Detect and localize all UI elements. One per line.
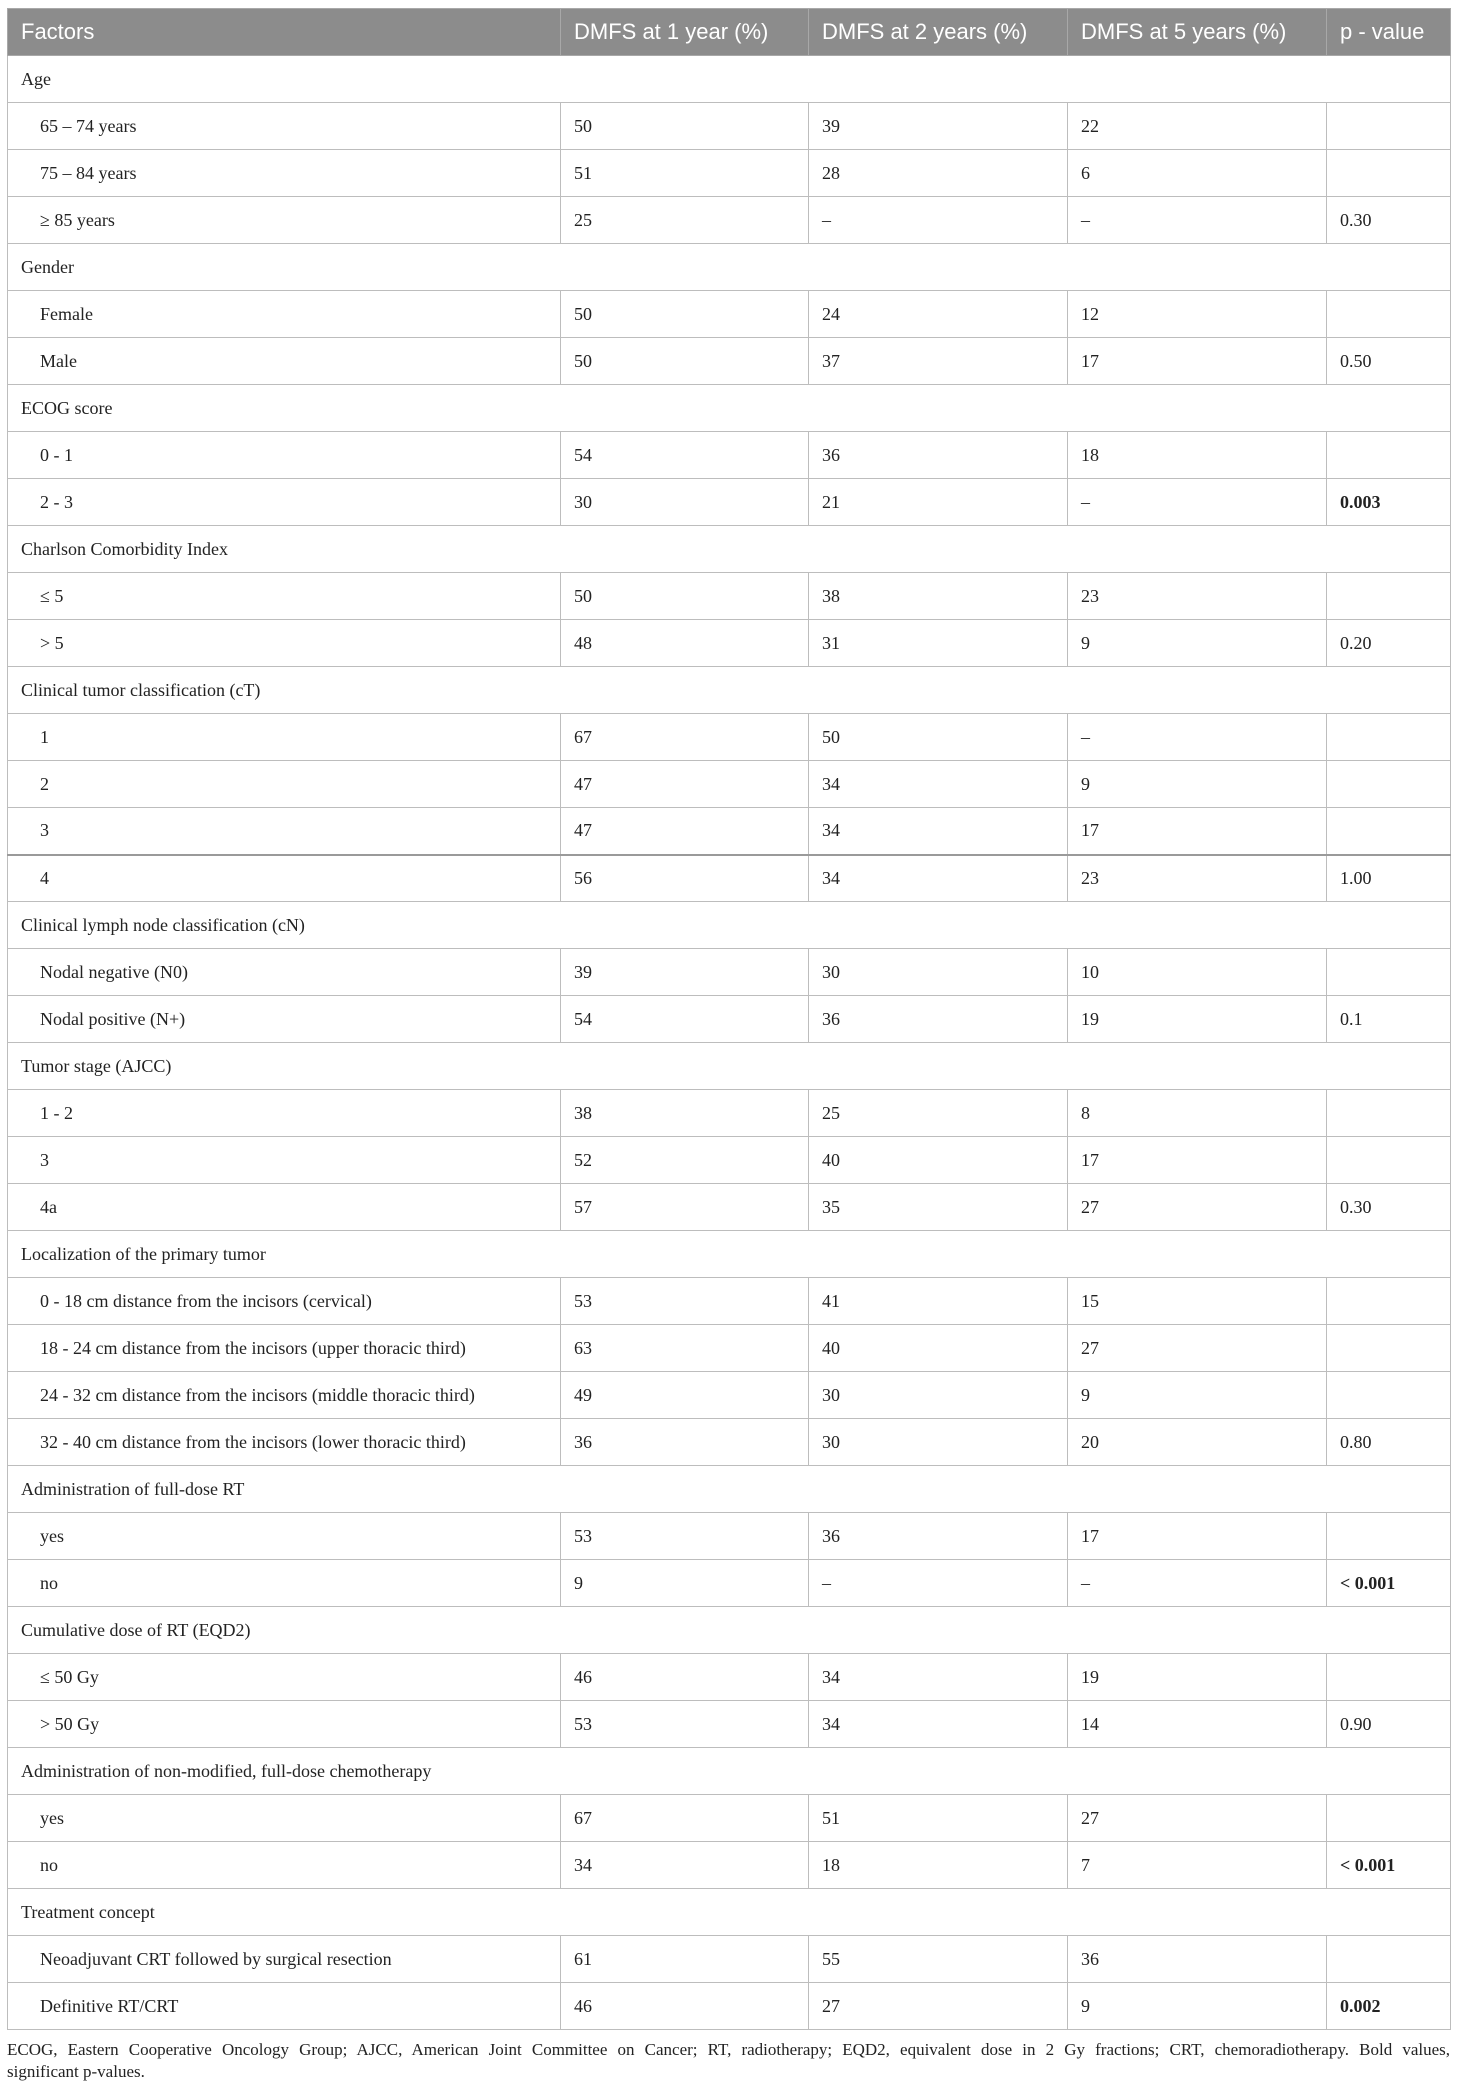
category-label: Gender xyxy=(8,244,1451,291)
table-row xyxy=(8,1795,1451,1842)
dmfs-5-years-cell: 14 xyxy=(1068,1701,1327,1748)
category-label: Cumulative dose of RT (EQD2) xyxy=(8,1607,1451,1654)
dmfs-2-years-cell: 40 xyxy=(809,1325,1068,1372)
p-value-cell: 0.30 xyxy=(1327,197,1451,244)
p-value-cell: 0.1 xyxy=(1327,996,1451,1043)
p-value-cell: 0.20 xyxy=(1327,620,1451,667)
factor-cell: Nodal negative (N0) xyxy=(8,949,561,996)
category-label: Charlson Comorbidity Index xyxy=(8,526,1451,573)
dmfs-5-years-cell: – xyxy=(1068,479,1327,526)
dmfs-1-year-cell: 57 xyxy=(561,1184,809,1231)
p-value-cell xyxy=(1327,1372,1451,1419)
table-row xyxy=(8,1560,1451,1607)
p-value-cell: 0.90 xyxy=(1327,1701,1451,1748)
factor-cell: 1 - 2 xyxy=(8,1090,561,1137)
dmfs-1-year-cell: 56 xyxy=(561,855,809,902)
table-row xyxy=(8,1983,1451,2030)
dmfs-2-years-cell: 25 xyxy=(809,1090,1068,1137)
dmfs-2-years-cell: 51 xyxy=(809,1795,1068,1842)
dmfs-2-years-cell: 36 xyxy=(809,432,1068,479)
dmfs-5-years-cell: 17 xyxy=(1068,1137,1327,1184)
factor-cell: 0 - 1 xyxy=(8,432,561,479)
dmfs-5-years-cell: – xyxy=(1068,197,1327,244)
category-label: Tumor stage (AJCC) xyxy=(8,1043,1451,1090)
dmfs-2-years-cell: 55 xyxy=(809,1936,1068,1983)
factor-cell: 3 xyxy=(8,808,561,855)
table-category-row xyxy=(8,902,1451,949)
dmfs-5-years-cell: 19 xyxy=(1068,996,1327,1043)
dmfs-1-year-cell: 46 xyxy=(561,1654,809,1701)
p-value-cell: 0.003 xyxy=(1327,479,1451,526)
table-category-row xyxy=(8,1466,1451,1513)
factor-cell: 4 xyxy=(8,855,561,902)
table-row xyxy=(8,150,1451,197)
dmfs-2-years-cell: 37 xyxy=(809,338,1068,385)
table-row xyxy=(8,1842,1451,1889)
dmfs-5-years-cell: 8 xyxy=(1068,1090,1327,1137)
dmfs-5-years-cell: 23 xyxy=(1068,573,1327,620)
p-value-cell xyxy=(1327,808,1451,855)
dmfs-1-year-cell: 36 xyxy=(561,1419,809,1466)
table-category-row xyxy=(8,1889,1451,1936)
dmfs-2-years-cell: 30 xyxy=(809,1419,1068,1466)
p-value-cell: 0.80 xyxy=(1327,1419,1451,1466)
dmfs-1-year-cell: 49 xyxy=(561,1372,809,1419)
table-row xyxy=(8,1325,1451,1372)
dmfs-1-year-cell: 51 xyxy=(561,150,809,197)
dmfs-5-years-cell: 9 xyxy=(1068,620,1327,667)
dmfs-2-years-cell: 36 xyxy=(809,996,1068,1043)
factor-cell: > 5 xyxy=(8,620,561,667)
dmfs-1-year-cell: 53 xyxy=(561,1278,809,1325)
factor-cell: 3 xyxy=(8,1137,561,1184)
category-label: Clinical lymph node classification (cN) xyxy=(8,902,1451,949)
p-value-cell xyxy=(1327,291,1451,338)
p-value-cell xyxy=(1327,1654,1451,1701)
dmfs-2-years-cell: 36 xyxy=(809,1513,1068,1560)
factor-cell: 2 xyxy=(8,761,561,808)
dmfs-5-years-cell: 27 xyxy=(1068,1325,1327,1372)
dmfs-5-years-cell: 9 xyxy=(1068,1983,1327,2030)
dmfs-2-years-cell: 34 xyxy=(809,761,1068,808)
category-label: Clinical tumor classification (cT) xyxy=(8,667,1451,714)
factor-cell: Nodal positive (N+) xyxy=(8,996,561,1043)
table-category-row xyxy=(8,1043,1451,1090)
dmfs-2-years-cell: 40 xyxy=(809,1137,1068,1184)
table-category-row xyxy=(8,1231,1451,1278)
dmfs-2-years-cell: 34 xyxy=(809,808,1068,855)
dmfs-1-year-cell: 30 xyxy=(561,479,809,526)
dmfs-1-year-cell: 53 xyxy=(561,1513,809,1560)
table-row xyxy=(8,1372,1451,1419)
table-row xyxy=(8,1278,1451,1325)
factor-cell: 0 - 18 cm distance from the incisors (cervical) xyxy=(8,1278,561,1325)
table-row xyxy=(8,291,1451,338)
category-label: Localization of the primary tumor xyxy=(8,1231,1451,1278)
table-body xyxy=(8,56,1451,2030)
factor-cell: ≥ 85 years xyxy=(8,197,561,244)
dmfs-2-years-cell: 34 xyxy=(809,855,1068,902)
factor-cell: Male xyxy=(8,338,561,385)
dmfs-5-years-cell: 36 xyxy=(1068,1936,1327,1983)
dmfs-5-years-cell: 27 xyxy=(1068,1795,1327,1842)
header-factors: Factors xyxy=(8,9,561,56)
dmfs-5-years-cell: 20 xyxy=(1068,1419,1327,1466)
dmfs-2-years-cell: 24 xyxy=(809,291,1068,338)
p-value-cell: < 0.001 xyxy=(1327,1560,1451,1607)
factor-cell: > 50 Gy xyxy=(8,1701,561,1748)
dmfs-2-years-cell: 39 xyxy=(809,103,1068,150)
category-label: Administration of full-dose RT xyxy=(8,1466,1451,1513)
dmfs-5-years-cell: 10 xyxy=(1068,949,1327,996)
category-label: Age xyxy=(8,56,1451,103)
table-row xyxy=(8,620,1451,667)
dmfs-5-years-cell: 23 xyxy=(1068,855,1327,902)
dmfs-1-year-cell: 50 xyxy=(561,291,809,338)
p-value-cell: 1.00 xyxy=(1327,855,1451,902)
table-row xyxy=(8,573,1451,620)
p-value-cell xyxy=(1327,1795,1451,1842)
category-label: ECOG score xyxy=(8,385,1451,432)
dmfs-5-years-cell: 15 xyxy=(1068,1278,1327,1325)
p-value-cell xyxy=(1327,1936,1451,1983)
dmfs-1-year-cell: 53 xyxy=(561,1701,809,1748)
dmfs-2-years-cell: 31 xyxy=(809,620,1068,667)
table-footnote xyxy=(7,2039,1450,2083)
table-row xyxy=(8,338,1451,385)
dmfs-1-year-cell: 67 xyxy=(561,1795,809,1842)
table-row xyxy=(8,949,1451,996)
table-row xyxy=(8,1184,1451,1231)
dmfs-1-year-cell: 61 xyxy=(561,1936,809,1983)
p-value-cell: 0.50 xyxy=(1327,338,1451,385)
dmfs-1-year-cell: 50 xyxy=(561,338,809,385)
factor-cell: no xyxy=(8,1842,561,1889)
p-value-cell: 0.002 xyxy=(1327,1983,1451,2030)
p-value-cell xyxy=(1327,150,1451,197)
factor-cell: no xyxy=(8,1560,561,1607)
dmfs-1-year-cell: 50 xyxy=(561,103,809,150)
factor-cell: ≤ 5 xyxy=(8,573,561,620)
table-category-row xyxy=(8,526,1451,573)
category-label: Administration of non-modified, full-dose chemotherapy xyxy=(8,1748,1451,1795)
dmfs-2-years-cell: 30 xyxy=(809,1372,1068,1419)
p-value-cell xyxy=(1327,432,1451,479)
footnote-line-2: significant p-values. xyxy=(7,2062,145,2081)
table-row xyxy=(8,1513,1451,1560)
dmfs-5-years-cell: 27 xyxy=(1068,1184,1327,1231)
dmfs-5-years-cell: – xyxy=(1068,714,1327,761)
dmfs-1-year-cell: 39 xyxy=(561,949,809,996)
dmfs-2-years-cell: 38 xyxy=(809,573,1068,620)
p-value-cell xyxy=(1327,1325,1451,1372)
factor-cell: 2 - 3 xyxy=(8,479,561,526)
factor-cell: Female xyxy=(8,291,561,338)
dmfs-1-year-cell: 54 xyxy=(561,996,809,1043)
dmfs-5-years-cell: 22 xyxy=(1068,103,1327,150)
dmfs-1-year-cell: 48 xyxy=(561,620,809,667)
table-header-row xyxy=(8,9,1451,56)
table-row xyxy=(8,1936,1451,1983)
dmfs-2-years-cell: 41 xyxy=(809,1278,1068,1325)
p-value-cell xyxy=(1327,1137,1451,1184)
table-row xyxy=(8,1137,1451,1184)
table-row xyxy=(8,1419,1451,1466)
p-value-cell xyxy=(1327,103,1451,150)
p-value-cell xyxy=(1327,1513,1451,1560)
dmfs-1-year-cell: 34 xyxy=(561,1842,809,1889)
factor-cell: 65 – 74 years xyxy=(8,103,561,150)
dmfs-1-year-cell: 50 xyxy=(561,573,809,620)
factor-cell: yes xyxy=(8,1513,561,1560)
p-value-cell xyxy=(1327,1090,1451,1137)
dmfs-1-year-cell: 9 xyxy=(561,1560,809,1607)
dmfs-5-years-cell: 9 xyxy=(1068,761,1327,808)
dmfs-2-years-cell: – xyxy=(809,197,1068,244)
dmfs-1-year-cell: 54 xyxy=(561,432,809,479)
table-row xyxy=(8,996,1451,1043)
dmfs-1-year-cell: 38 xyxy=(561,1090,809,1137)
dmfs-2-years-cell: 28 xyxy=(809,150,1068,197)
dmfs-2-years-cell: 34 xyxy=(809,1701,1068,1748)
factor-cell: 24 - 32 cm distance from the incisors (middle thoracic third) xyxy=(8,1372,561,1419)
table-row xyxy=(8,479,1451,526)
factor-cell: Definitive RT/CRT xyxy=(8,1983,561,2030)
dmfs-5-years-cell: 7 xyxy=(1068,1842,1327,1889)
table-category-row xyxy=(8,56,1451,103)
dmfs-2-years-cell: 50 xyxy=(809,714,1068,761)
dmfs-5-years-cell: 6 xyxy=(1068,150,1327,197)
table-row xyxy=(8,103,1451,150)
table-row xyxy=(8,761,1451,808)
factor-cell: 4a xyxy=(8,1184,561,1231)
footnote-line-1: ECOG, Eastern Cooperative Oncology Group; AJCC, American Joint Committee on Cancer; RT, radiotherapy; EQD2, equivalent dose in 2 Gy fractions; CRT, chemoradiotherapy. Bold values, xyxy=(7,2040,1450,2059)
table-category-row xyxy=(8,1748,1451,1795)
dmfs-2-years-cell: 30 xyxy=(809,949,1068,996)
factor-cell: 18 - 24 cm distance from the incisors (upper thoracic third) xyxy=(8,1325,561,1372)
p-value-cell xyxy=(1327,1278,1451,1325)
table-category-row xyxy=(8,244,1451,291)
dmfs-1-year-cell: 47 xyxy=(561,761,809,808)
dmfs-5-years-cell: 12 xyxy=(1068,291,1327,338)
dmfs-5-years-cell: 17 xyxy=(1068,1513,1327,1560)
table-row xyxy=(8,714,1451,761)
dmfs-5-years-cell: 19 xyxy=(1068,1654,1327,1701)
header-dmfs-5-years: DMFS at 5 years (%) xyxy=(1068,9,1327,56)
p-value-cell xyxy=(1327,761,1451,808)
factor-cell: yes xyxy=(8,1795,561,1842)
table-category-row xyxy=(8,385,1451,432)
table-row xyxy=(8,432,1451,479)
factor-cell: Neoadjuvant CRT followed by surgical resection xyxy=(8,1936,561,1983)
p-value-cell xyxy=(1327,949,1451,996)
factor-cell: 1 xyxy=(8,714,561,761)
table-row xyxy=(8,1701,1451,1748)
table-category-row xyxy=(8,1607,1451,1654)
p-value-cell xyxy=(1327,573,1451,620)
dmfs-1-year-cell: 47 xyxy=(561,808,809,855)
dmfs-5-years-cell: 17 xyxy=(1068,808,1327,855)
header-p-value: p - value xyxy=(1327,9,1451,56)
document xyxy=(7,8,1450,2083)
dmfs-2-years-cell: 27 xyxy=(809,1983,1068,2030)
p-value-cell xyxy=(1327,714,1451,761)
dmfs-1-year-cell: 67 xyxy=(561,714,809,761)
dmfs-1-year-cell: 52 xyxy=(561,1137,809,1184)
dmfs-5-years-cell: – xyxy=(1068,1560,1327,1607)
dmfs-5-years-cell: 9 xyxy=(1068,1372,1327,1419)
factor-cell: 32 - 40 cm distance from the incisors (lower thoracic third) xyxy=(8,1419,561,1466)
dmfs-2-years-cell: 34 xyxy=(809,1654,1068,1701)
dmfs-5-years-cell: 17 xyxy=(1068,338,1327,385)
dmfs-table xyxy=(7,8,1451,2030)
factor-cell: 75 – 84 years xyxy=(8,150,561,197)
dmfs-2-years-cell: – xyxy=(809,1560,1068,1607)
table-category-row xyxy=(8,667,1451,714)
table-row xyxy=(8,855,1451,902)
p-value-cell: < 0.001 xyxy=(1327,1842,1451,1889)
dmfs-1-year-cell: 63 xyxy=(561,1325,809,1372)
factor-cell: ≤ 50 Gy xyxy=(8,1654,561,1701)
category-label: Treatment concept xyxy=(8,1889,1451,1936)
dmfs-2-years-cell: 35 xyxy=(809,1184,1068,1231)
dmfs-1-year-cell: 25 xyxy=(561,197,809,244)
dmfs-2-years-cell: 18 xyxy=(809,1842,1068,1889)
table-row xyxy=(8,808,1451,855)
header-dmfs-2-years: DMFS at 2 years (%) xyxy=(809,9,1068,56)
dmfs-2-years-cell: 21 xyxy=(809,479,1068,526)
dmfs-5-years-cell: 18 xyxy=(1068,432,1327,479)
p-value-cell: 0.30 xyxy=(1327,1184,1451,1231)
table-row xyxy=(8,197,1451,244)
header-dmfs-1-year: DMFS at 1 year (%) xyxy=(561,9,809,56)
table-row xyxy=(8,1090,1451,1137)
table-row xyxy=(8,1654,1451,1701)
dmfs-1-year-cell: 46 xyxy=(561,1983,809,2030)
